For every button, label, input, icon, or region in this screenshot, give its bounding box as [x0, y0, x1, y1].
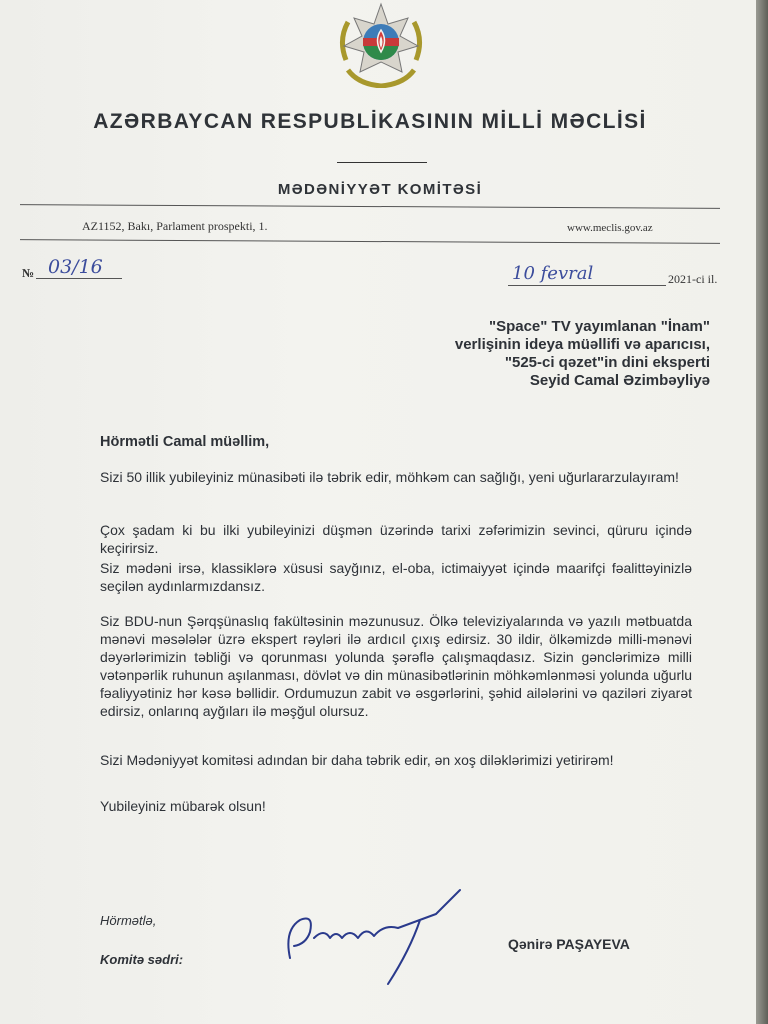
state-emblem-icon [328, 0, 434, 88]
signatory-title: Komitə sədri: [100, 952, 184, 967]
handwritten-date: 10 fevral [512, 263, 594, 284]
address: AZ1152, Bakı, Parlament prospekti, 1. [82, 219, 268, 233]
header-rule-bottom [20, 239, 720, 244]
committee-title: MƏDƏNİYYƏT KOMİTƏSİ [277, 181, 483, 198]
regards: Hörmətlə, [100, 913, 157, 928]
signatory-name: Qənirə PAŞAYEVA [508, 936, 630, 952]
paragraph: Siz mədəni irsə, klassiklərə xüsusi sayğınız, el-oba, ictimaiyyət içində maarifçi fəalittəyinizlə seçilən aydınlarmızdansız. [100, 560, 692, 594]
table-edge [756, 0, 768, 1024]
reference-number-label: № [22, 266, 35, 280]
reference-number-line [36, 278, 122, 279]
title-underline [337, 162, 427, 163]
date-line [508, 285, 666, 286]
parliament-title: AZƏRBAYCAN RESPUBLİKASININ MİLLİ MƏCLİSİ [93, 110, 647, 133]
recipient-line: "525-ci qəzet"in dini eksperti [504, 354, 710, 371]
header-rule-top [20, 204, 720, 209]
website: www.meclis.gov.az [567, 222, 653, 234]
recipient-line: verlişinin ideya müəllifi və aparıcısı, [454, 336, 710, 353]
salutation: Hörmətli Camal müəllim, [100, 434, 270, 450]
closing-wish: Yubileyiniz mübarək olsun! [100, 798, 266, 814]
handwritten-signature [270, 880, 480, 990]
paragraph: Çox şadam ki bu ilki yubileyinizi düşmən üzərində tarixi zəfərimizin sevinci, qüruru içində keçirirsiz. [100, 522, 692, 556]
paragraph: Siz BDU-nun Şərqşünaslıq fakültəsinin məzunusuz. Ölkə televiziyalarında və yazılı mətbuatda mənəvi məsələlər üzrə ekspert rəyləri ilə ardıcıl çıxış edirsiz. 30 ildir, ölkəmizdə milli-mənəvi dəyərlərimizin təbliği və qorunması yolunda şərəflə çalışmaqdasız. Sizin gənclərimizə milli vətənpərlik ruhunun aşılanması, dövlət və din münasibətlərinin möhkəmlənməsi yolunda uğurlu fəaliyyətiniz hər kəsə bəllidir. Ordumuzun zabit və əsgərlərini, şəhid ailələrini və qaziləri ziyarət edirsiz, onlarınq ayğıları ilə məşğul olursuz. [100, 613, 692, 719]
recipient-block [455, 318, 710, 390]
paragraph: Sizi Mədəniyyət komitəsi adından bir daha təbrik edir, ən xoş diləklərimizi yetirirəm! [100, 752, 614, 768]
paragraph: Sizi 50 illik yubileyiniz münasibəti ilə təbrik edir, möhkəm can sağlığı, yeni uğurlararzulayıram! [100, 469, 679, 485]
recipient-line: "Space" TV yayımlanan "İnam" [488, 318, 710, 335]
reference-number: 03/16 [48, 256, 103, 278]
year-suffix: 2021-ci il. [668, 272, 718, 286]
recipient-name: Seyid Camal Əzimbəyliyə [529, 372, 710, 389]
